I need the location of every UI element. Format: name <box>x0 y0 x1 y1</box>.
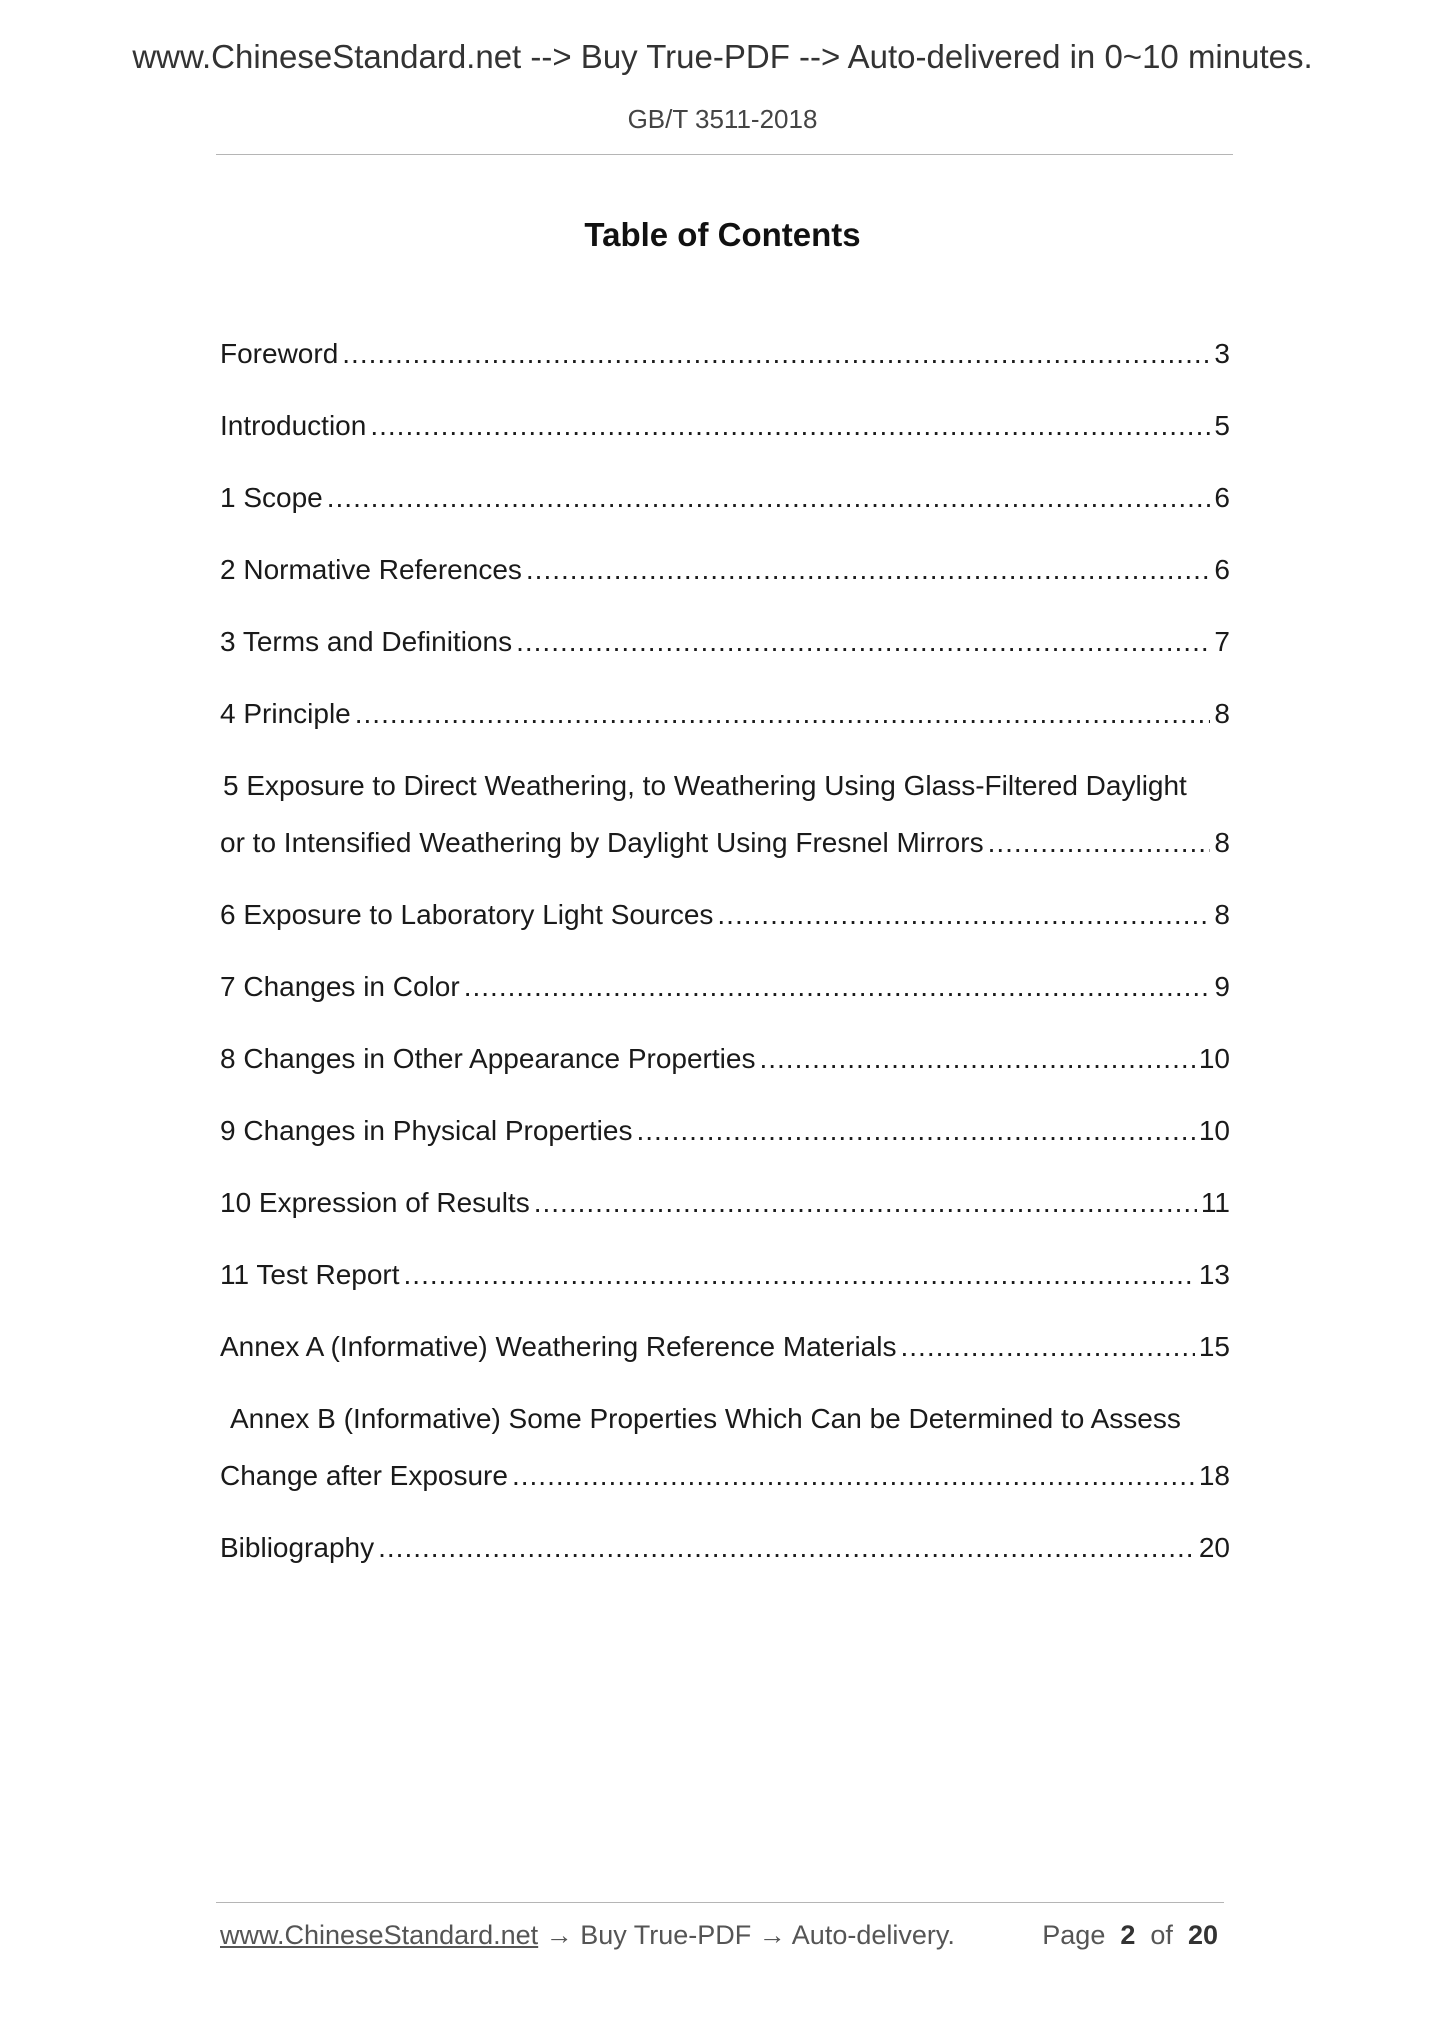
toc-entry[interactable] <box>220 1327 1230 1367</box>
toc-entry-label: 4 Principle <box>220 698 351 729</box>
toc-leader-dots <box>526 550 1211 590</box>
footer-promo <box>220 1920 955 1951</box>
toc-entry-page: 5 <box>1214 410 1230 441</box>
toc-entry-label: or to Intensified Weathering by Daylight Using Fresnel Mirrors <box>220 827 984 858</box>
toc-entry-label: 3 Terms and Definitions <box>220 626 513 657</box>
standard-code: GB/T 3511-2018 <box>627 104 818 134</box>
footer-site-link[interactable]: www.ChineseStandard.net <box>220 1920 539 1950</box>
toc-entry-page: 8 <box>1214 899 1230 930</box>
toc-entry-page: 10 <box>1198 1043 1230 1074</box>
toc-leader-dots <box>404 1255 1195 1295</box>
toc-entry[interactable] <box>220 967 1230 1007</box>
toc-entry-page: 6 <box>1214 554 1230 585</box>
toc-leader-dots <box>512 1456 1195 1496</box>
toc-entry-label: 8 Changes in Other Appearance Properties <box>220 1043 756 1074</box>
toc-entry-page: 6 <box>1214 482 1230 513</box>
toc-entry-label: 9 Changes in Physical Properties <box>220 1115 633 1146</box>
header-divider <box>216 154 1233 155</box>
toc-entry-label: 1 Scope <box>220 482 323 513</box>
toc-entry-page: 3 <box>1214 338 1230 369</box>
toc-entry-lead: Annex B (Informative) Some Properties Which Can be Determined to Assess <box>230 1403 1181 1434</box>
toc-entry-label: Introduction <box>220 410 367 441</box>
page-word: Page <box>1042 1920 1106 1950</box>
toc-entry-label: 7 Changes in Color <box>220 971 460 1002</box>
toc-leader-dots <box>900 1327 1194 1367</box>
toc-entry-page: 20 <box>1198 1532 1230 1563</box>
toc-entry-label: Change after Exposure <box>220 1460 508 1491</box>
toc-entry[interactable] <box>220 895 1230 935</box>
toc-entry-page: 18 <box>1198 1460 1230 1491</box>
toc-leader-dots <box>378 1528 1195 1568</box>
toc-entry-label: 11 Test Report <box>220 1259 400 1290</box>
toc-entry[interactable] <box>220 1111 1230 1151</box>
toc-entry-label: Annex A (Informative) Weathering Reference Materials <box>220 1331 897 1362</box>
toc-entry[interactable] <box>220 1183 1230 1223</box>
footer-divider <box>216 1902 1224 1903</box>
toc-entry-label: Bibliography <box>220 1532 375 1563</box>
toc-entry[interactable] <box>220 406 1230 446</box>
page-total: 20 <box>1187 1920 1218 1950</box>
toc-leader-dots <box>717 895 1210 935</box>
toc-entry-page: 8 <box>1214 698 1230 729</box>
toc-entry-lead: 5 Exposure to Direct Weathering, to Weathering Using Glass-Filtered Daylight <box>223 770 1187 801</box>
toc-entry-page: 11 <box>1200 1187 1230 1218</box>
toc-entry[interactable] <box>220 1528 1230 1568</box>
arrow-right-icon: → <box>758 1920 786 1950</box>
table-of-contents <box>220 334 1230 1568</box>
toc-entry-page: 7 <box>1214 626 1230 657</box>
footer-buy-text: Buy True-PDF <box>580 1920 752 1950</box>
toc-leader-dots <box>355 694 1211 734</box>
of-word: of <box>1150 1920 1173 1950</box>
toc-entry-label: Foreword <box>220 338 339 369</box>
toc-entry-label: 6 Exposure to Laboratory Light Sources <box>220 899 714 930</box>
toc-leader-dots <box>636 1111 1194 1151</box>
toc-entry-page: 13 <box>1198 1259 1230 1290</box>
toc-entry-label: 2 Normative References <box>220 554 522 585</box>
toc-entry[interactable] <box>220 694 1230 734</box>
toc-entry[interactable] <box>220 334 1230 374</box>
toc-entry[interactable] <box>220 622 1230 662</box>
toc-leader-dots <box>759 1039 1194 1079</box>
toc-entry[interactable] <box>220 1399 1230 1496</box>
toc-entry-label: 10 Expression of Results <box>220 1187 530 1218</box>
toc-leader-dots <box>464 967 1211 1007</box>
page-current: 2 <box>1120 1920 1136 1950</box>
top-banner: www.ChineseStandard.net --> Buy True-PDF --> Auto-delivered in 0~10 minutes. <box>132 38 1313 75</box>
toc-entry-page: 9 <box>1214 971 1230 1002</box>
arrow-right-icon: → <box>545 1920 573 1950</box>
toc-entry[interactable] <box>220 1255 1230 1295</box>
toc-title: Table of Contents <box>584 216 861 253</box>
toc-entry[interactable] <box>220 1039 1230 1079</box>
page-number <box>1042 1920 1218 1951</box>
toc-entry[interactable] <box>220 550 1230 590</box>
toc-entry-page: 15 <box>1198 1331 1230 1362</box>
footer-delivery-text: Auto-delivery. <box>791 1920 955 1950</box>
toc-leader-dots <box>342 334 1210 374</box>
toc-leader-dots <box>534 1183 1197 1223</box>
toc-entry[interactable] <box>220 478 1230 518</box>
toc-leader-dots <box>370 406 1210 446</box>
toc-leader-dots <box>516 622 1210 662</box>
toc-leader-dots <box>988 823 1211 863</box>
toc-entry-page: 8 <box>1214 827 1230 858</box>
toc-leader-dots <box>327 478 1211 518</box>
toc-entry-page: 10 <box>1198 1115 1230 1146</box>
toc-entry[interactable] <box>220 766 1230 863</box>
